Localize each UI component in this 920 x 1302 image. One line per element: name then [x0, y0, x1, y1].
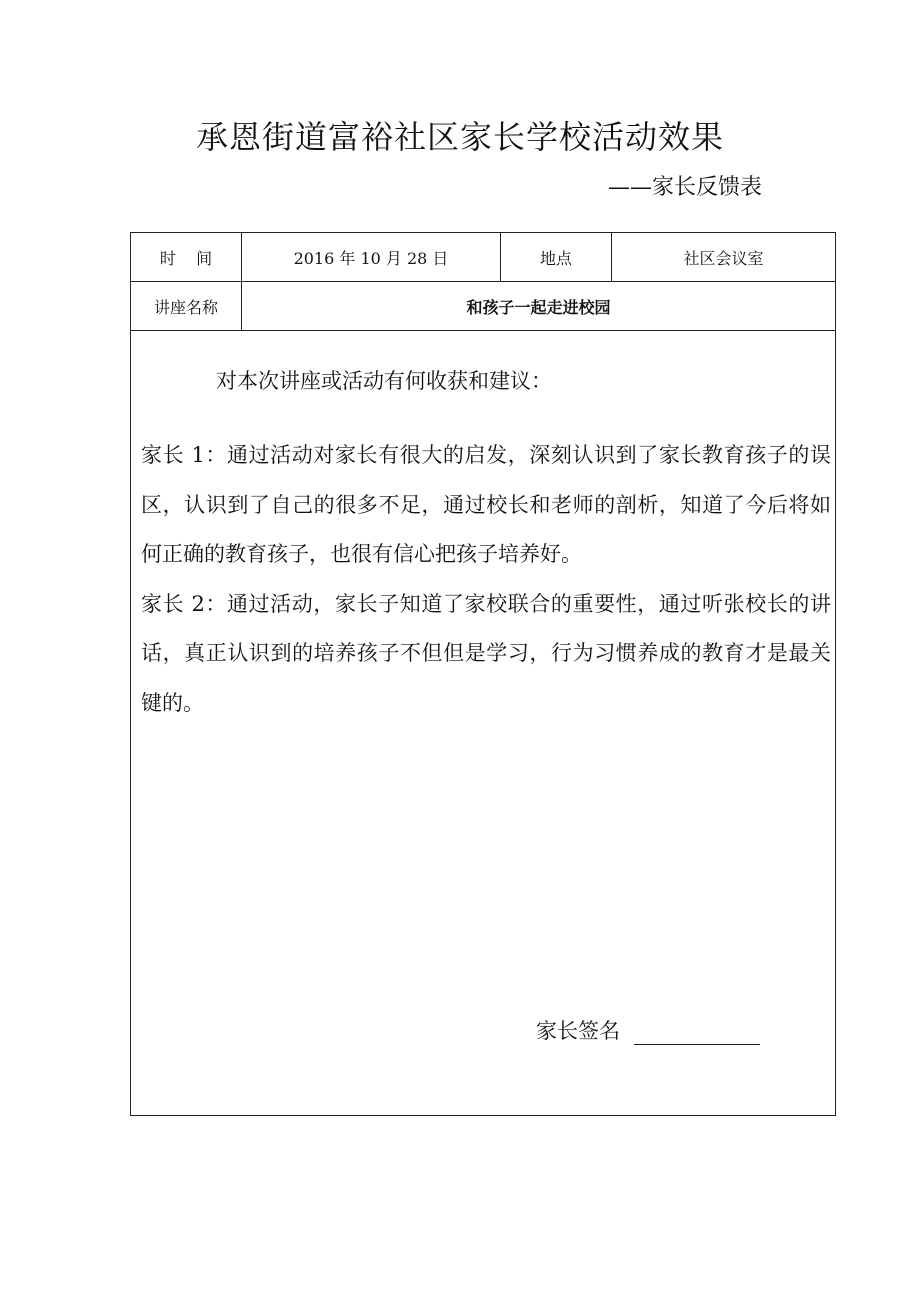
table-row-time-place: [131, 233, 836, 282]
place-label: 地点: [501, 233, 612, 282]
feedback-paragraphs: [141, 431, 831, 728]
feedback-content-cell: [131, 331, 836, 1116]
feedback-form-table: [130, 232, 836, 1116]
feedback-parent-1: 家长 1：通过活动对家长有很大的启发，深刻认识到了家长教育孩子的误区，认识到了自己的很多不足，通过校长和老师的剖析，知道了今后将如何正确的教育孩子，也很有信心把孩子培养好。: [141, 443, 831, 566]
page-title: 承恩街道富裕社区家长学校活动效果: [195, 118, 724, 156]
table-row-content: [131, 331, 836, 1116]
place-value: 社区会议室: [612, 233, 836, 282]
time-label: 时 间: [131, 233, 242, 282]
signature-line[interactable]: [634, 1020, 760, 1045]
feedback-parent-2: 家长 2：通过活动，家长子知道了家校联合的重要性，通过听张校长的讲话，真正认识到的培养孩子不但但是学习，行为习惯养成的教育才是最关键的。: [141, 591, 831, 715]
time-value: 2016 年 10 月 28 日: [242, 233, 501, 282]
topic-value: 和孩子一起走进校园: [242, 282, 836, 331]
signature-block: [536, 1015, 760, 1045]
feedback-prompt: 对本次讲座或活动有何收获和建议：: [216, 369, 552, 393]
page-subtitle: ——家长反馈表: [608, 175, 763, 200]
table-row-topic: [131, 282, 836, 331]
signature-label: 家长签名: [536, 1019, 620, 1043]
topic-label: 讲座名称: [131, 282, 242, 331]
